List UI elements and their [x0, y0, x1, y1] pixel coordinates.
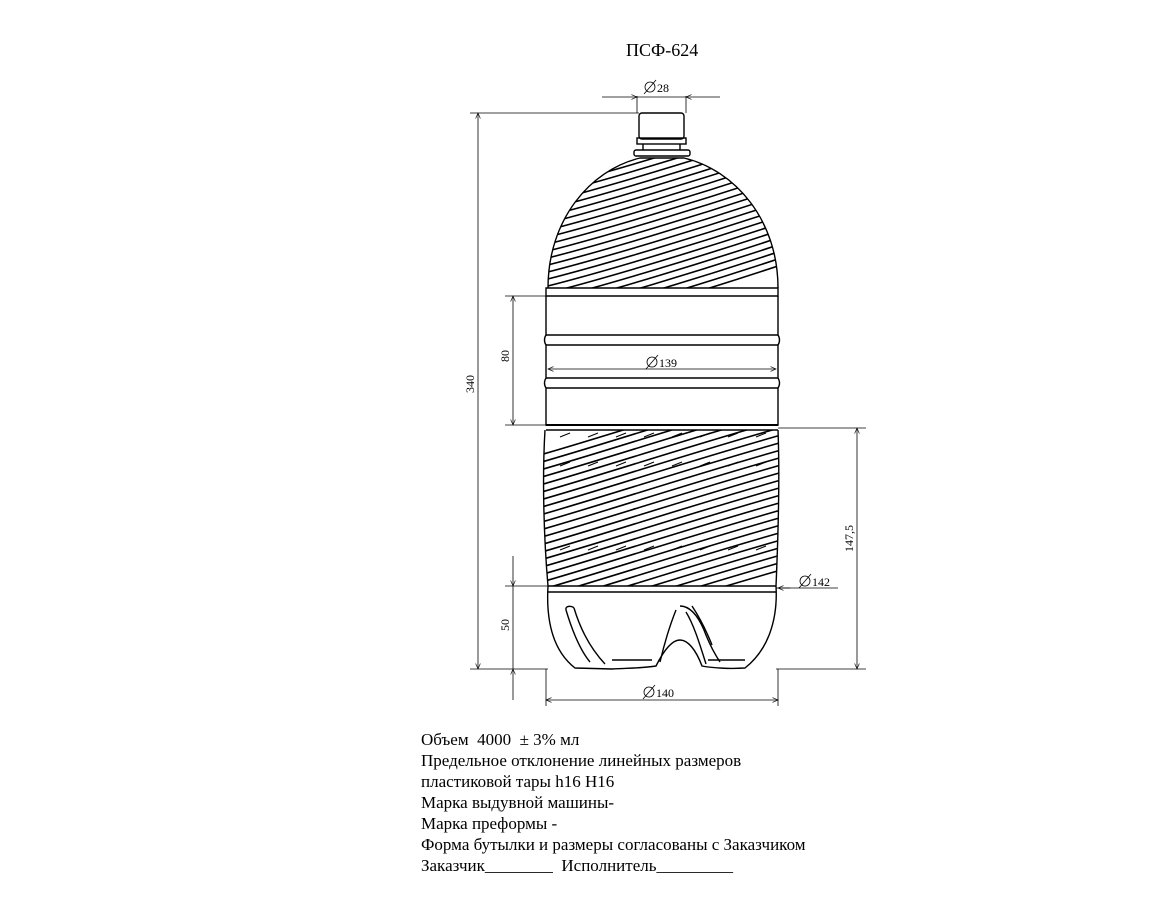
body-dash-marks [560, 433, 766, 550]
signatures-line: Заказчик________ Исполнитель_________ [421, 856, 733, 875]
drawing-title: ПСФ-624 [626, 40, 699, 60]
body-swirl-pattern [540, 380, 790, 643]
bottle-shoulder [548, 158, 778, 288]
support-ring [634, 150, 690, 156]
agreement-note: Форма бутылки и размеры согласованы с Заказчиком [421, 835, 806, 854]
body-diameter-label: 142 [812, 575, 830, 589]
base-diameter-label: 140 [656, 686, 674, 700]
swirl-line [540, 129, 790, 204]
tolerance-note-line2: пластиковой тары h16 H16 [421, 772, 615, 791]
dash-mark [728, 462, 738, 466]
dash-mark [616, 462, 626, 466]
bottle-cap [639, 113, 684, 139]
swirl-line [540, 122, 790, 197]
swirl-line [540, 143, 790, 218]
neck-diameter-label: 28 [657, 81, 669, 95]
dash-mark [588, 546, 598, 550]
shoulder-swirl-pattern [540, 115, 790, 337]
specification-notes [421, 729, 806, 876]
label-band-height-label: 80 [498, 350, 512, 362]
dimension-lines [470, 96, 866, 706]
blow-machine-note: Марка выдувной машины- [421, 793, 615, 812]
swirl-line [540, 115, 790, 190]
dash-mark [588, 433, 598, 437]
dash-mark [560, 433, 570, 437]
base-height-label: 50 [498, 619, 512, 631]
tolerance-note-line1: Предельное отклонение линейных размеров [421, 751, 742, 770]
label-band-diameter-label: 139 [659, 356, 677, 370]
dash-mark [700, 433, 710, 437]
lower-part-height-label: 147,5 [842, 525, 856, 552]
preform-note: Марка преформы - [421, 814, 558, 833]
volume-note: Объем 4000 ± 3% мл [421, 730, 580, 749]
total-height-label: 340 [463, 375, 477, 393]
